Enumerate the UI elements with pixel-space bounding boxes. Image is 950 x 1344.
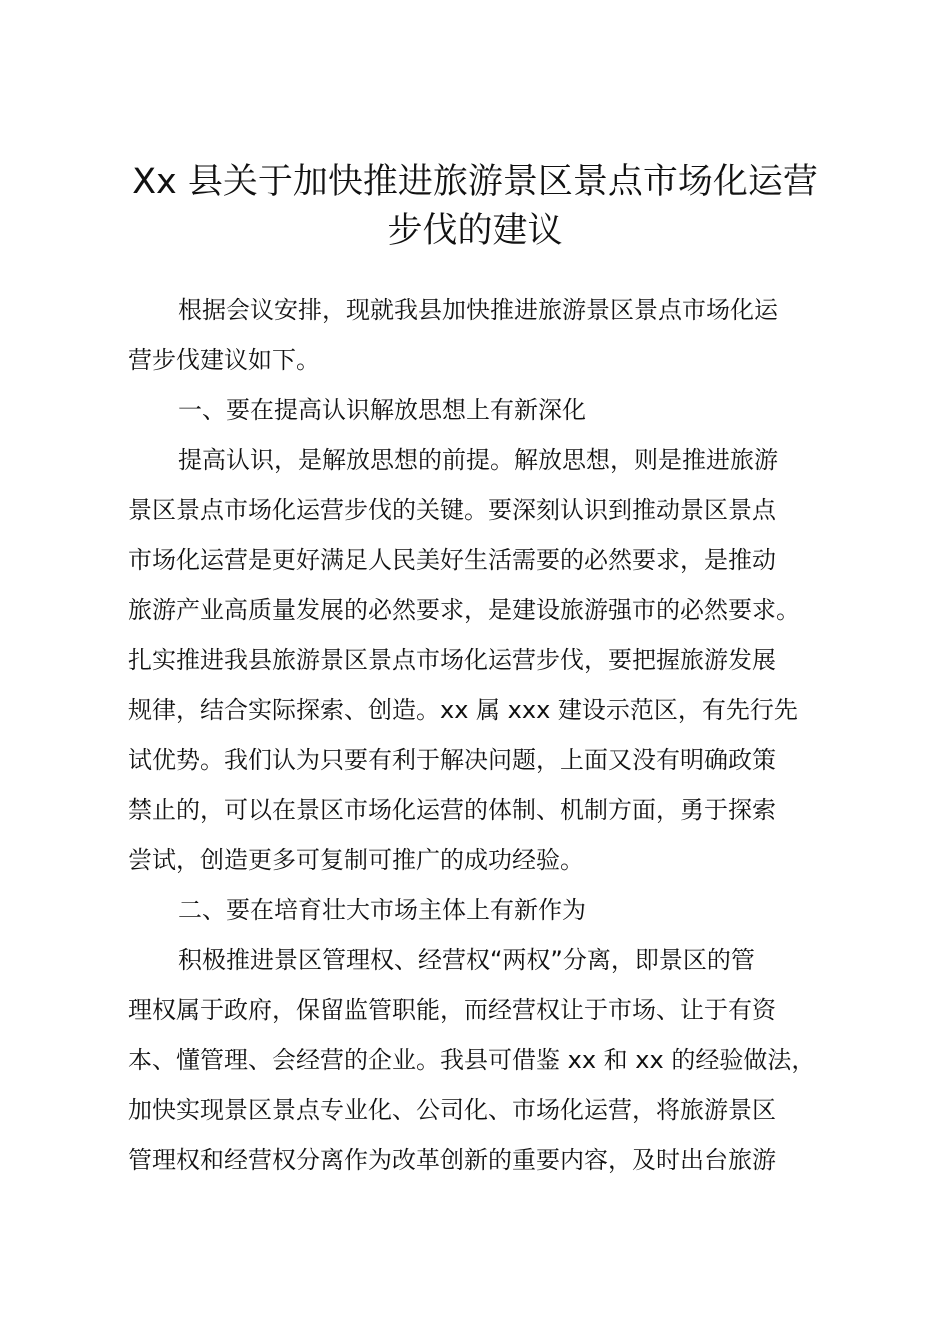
body-line-14: 积极推进景区管理权、经营权“两权”分离，即景区的管 (178, 946, 755, 974)
body-line-11: 禁止的，可以在景区市场化运营的体制、机制方面，勇于探索 (128, 796, 776, 824)
document-title-line-2: 步伐的建议 (387, 211, 563, 251)
body-line-15: 理权属于政府，保留监管职能，而经营权让于市场、让于有资 (128, 996, 776, 1024)
body-line-12: 尝试，创造更多可复制可推广的成功经验。 (128, 846, 584, 874)
body-line-4: 提高认识，是解放思想的前提。解放思想，则是推进旅游 (178, 446, 778, 474)
body-line-6: 市场化运营是更好满足人民美好生活需要的必然要求，是推动 (128, 546, 776, 574)
body-line-9: 规律，结合实际探索、创造。xx 属 xxx 建设示范区，有先行先 (128, 696, 798, 724)
body-line-1: 根据会议安排，现就我县加快推进旅游景区景点市场化运 (178, 296, 778, 324)
body-line-17: 加快实现景区景点专业化、公司化、市场化运营，将旅游景区 (128, 1096, 776, 1124)
body-line-2: 营步伐建议如下。 (128, 346, 320, 374)
document-body (128, 285, 848, 1185)
body-line-7: 旅游产业高质量发展的必然要求，是建设旅游强市的必然要求。 (128, 596, 800, 624)
section-heading-1: 一、要在提高认识解放思想上有新深化 (178, 396, 586, 424)
body-line-18: 管理权和经营权分离作为改革创新的重要内容，及时出台旅游 (128, 1146, 776, 1174)
body-line-5: 景区景点市场化运营步伐的关键。要深刻认识到推动景区景点 (128, 496, 776, 524)
document-title-line-1: Xx 县关于加快推进旅游景区景点市场化运营 (132, 162, 818, 202)
body-line-8: 扎实推进我县旅游景区景点市场化运营步伐，要把握旅游发展 (128, 646, 776, 674)
section-heading-2: 二、要在培育壮大市场主体上有新作为 (178, 896, 586, 924)
body-line-16: 本、懂管理、会经营的企业。我县可借鉴 xx 和 xx 的经验做法， (128, 1046, 816, 1074)
body-line-10: 试优势。我们认为只要有利于解决问题，上面又没有明确政策 (128, 746, 776, 774)
